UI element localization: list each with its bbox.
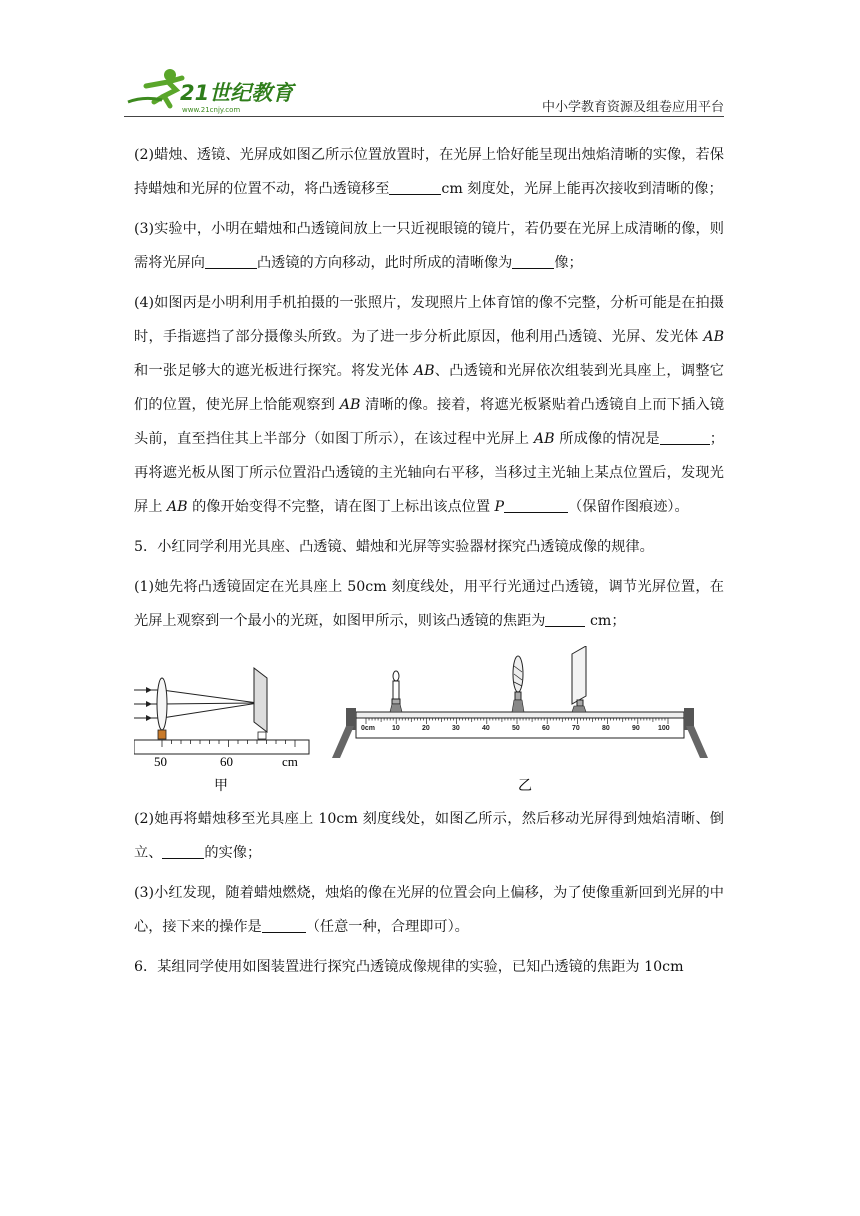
runner-body-icon bbox=[146, 78, 182, 106]
tick-label: 100 bbox=[658, 725, 670, 732]
answer-blank[interactable] bbox=[660, 430, 710, 445]
answer-blank[interactable] bbox=[262, 918, 306, 933]
tick-label: 60 bbox=[542, 725, 550, 732]
tick-label: 60 bbox=[220, 754, 233, 769]
logo bbox=[124, 66, 304, 114]
header-rule bbox=[124, 116, 724, 117]
candle-icon bbox=[390, 671, 402, 712]
figures-row bbox=[134, 646, 724, 796]
q6-stem: 6．某组同学使用如图装置进行探究凸透镜成像规律的实验，已知凸透镜的焦距为 10cm bbox=[134, 959, 684, 975]
platform-name: 中小学教育资源及组卷应用平台 bbox=[541, 100, 724, 115]
figure-jia bbox=[134, 668, 309, 794]
q4-part2: (2)蜡烛、透镜、光屏成如图乙所示位置放置时，在光屏上恰好能呈现出烛焰清晰的实像，若保持蜡烛和光屏的位置不动，将凸透镜移至 cm 刻度处，光屏上能再次接收到清晰的像； bbox=[134, 147, 724, 197]
figure-caption: 甲 bbox=[214, 778, 228, 794]
tick-label: 50 bbox=[154, 754, 167, 769]
convex-lens-icon bbox=[512, 656, 524, 712]
answer-blank[interactable] bbox=[545, 612, 585, 627]
figure-caption: 乙 bbox=[518, 778, 532, 794]
q5-stem: 5．小红同学利用光具座、凸透镜、蜡烛和光屏等实验器材探究凸透镜成像的规律。 bbox=[134, 539, 654, 555]
tick-label: 20 bbox=[422, 725, 430, 732]
logo-url: www.21cnjy.com bbox=[182, 106, 241, 114]
answer-blank[interactable] bbox=[205, 254, 257, 269]
q5-part3: (3)小红发现，随着蜡烛燃烧，烛焰的像在光屏的位置会向上偏移，为了使像重新回到光屏的中心，接下来的操作是 （任意一种，合理即可）。 bbox=[134, 885, 724, 935]
q4-part4: (4)如图丙是小明利用手机拍摄的一张照片，发现照片上体育馆的像不完整，分析可能是在拍摄时，手指遮挡了部分摄像头所致。为了进一步分析此原因，他利用凸透镜、光屏、发光体 AB 和一张足够大的遮光板进行探究。将发光体 AB、凸透镜和光屏依次组装到光具座上，调整它们的位置，使光屏上恰能观察到 AB 清晰的像。接着，将遮光板紧贴着凸透镜自上而下插入镜头前，直至挡住其上半部分（如图丁所示），在该过程中光屏上 AB 所成像的情况是 ；再将遮光板从图丁所示位置沿凸透镜的主光轴向右平移，当移过主光轴上某点位置后，发现光屏上 AB 的像开始变得不完整，请在图丁上标出该点位置 P （保留作图痕迹）。 bbox=[134, 295, 725, 515]
optical-bench bbox=[134, 740, 309, 754]
bench-leg-right bbox=[686, 726, 708, 758]
optical-bench-rail bbox=[356, 712, 684, 718]
document-body bbox=[134, 138, 724, 984]
light-screen-icon bbox=[572, 646, 586, 712]
answer-blank[interactable] bbox=[512, 254, 554, 269]
tick-label: 0cm bbox=[361, 725, 376, 732]
answer-blank[interactable] bbox=[504, 498, 568, 513]
q4-part3: (3)实验中，小明在蜡烛和凸透镜间放上一只近视眼镜的镜片，若仍要在光屏上成清晰的像，则需将光屏向 凸透镜的方向移动，此时所成的清晰像为 像； bbox=[134, 221, 724, 271]
answer-blank[interactable] bbox=[162, 844, 204, 859]
convex-lens-icon bbox=[157, 678, 167, 730]
bench-leg-left bbox=[332, 726, 354, 758]
light-screen-icon bbox=[254, 668, 267, 732]
tick-label: 90 bbox=[632, 725, 640, 732]
tick-label: 40 bbox=[482, 725, 490, 732]
tick-label: 80 bbox=[602, 725, 610, 732]
logo-text: 21世纪教育 bbox=[180, 81, 294, 105]
q5-part2: (2)她再将蜡烛移至光具座上 10cm 刻度线处，如图乙所示，然后移动光屏得到烛焰清晰、倒立、 的实像； bbox=[134, 811, 724, 861]
parallel-light-rays bbox=[134, 690, 258, 718]
tick-label: 50 bbox=[512, 725, 520, 732]
tick-label: 30 bbox=[452, 725, 460, 732]
optics-figures bbox=[134, 646, 724, 796]
page-header bbox=[124, 66, 724, 114]
tick-label: 10 bbox=[392, 725, 400, 732]
answer-blank[interactable] bbox=[389, 180, 441, 195]
figure-yi bbox=[332, 646, 708, 794]
tick-label: 70 bbox=[572, 725, 580, 732]
tick-label: cm bbox=[282, 754, 298, 769]
q5-part1: (1)她先将凸透镜固定在光具座上 50cm 刻度线处，用平行光通过凸透镜，调节光屏位置，在光屏上观察到一个最小的光斑，如图甲所示，则该凸透镜的焦距为 cm； bbox=[134, 579, 724, 629]
